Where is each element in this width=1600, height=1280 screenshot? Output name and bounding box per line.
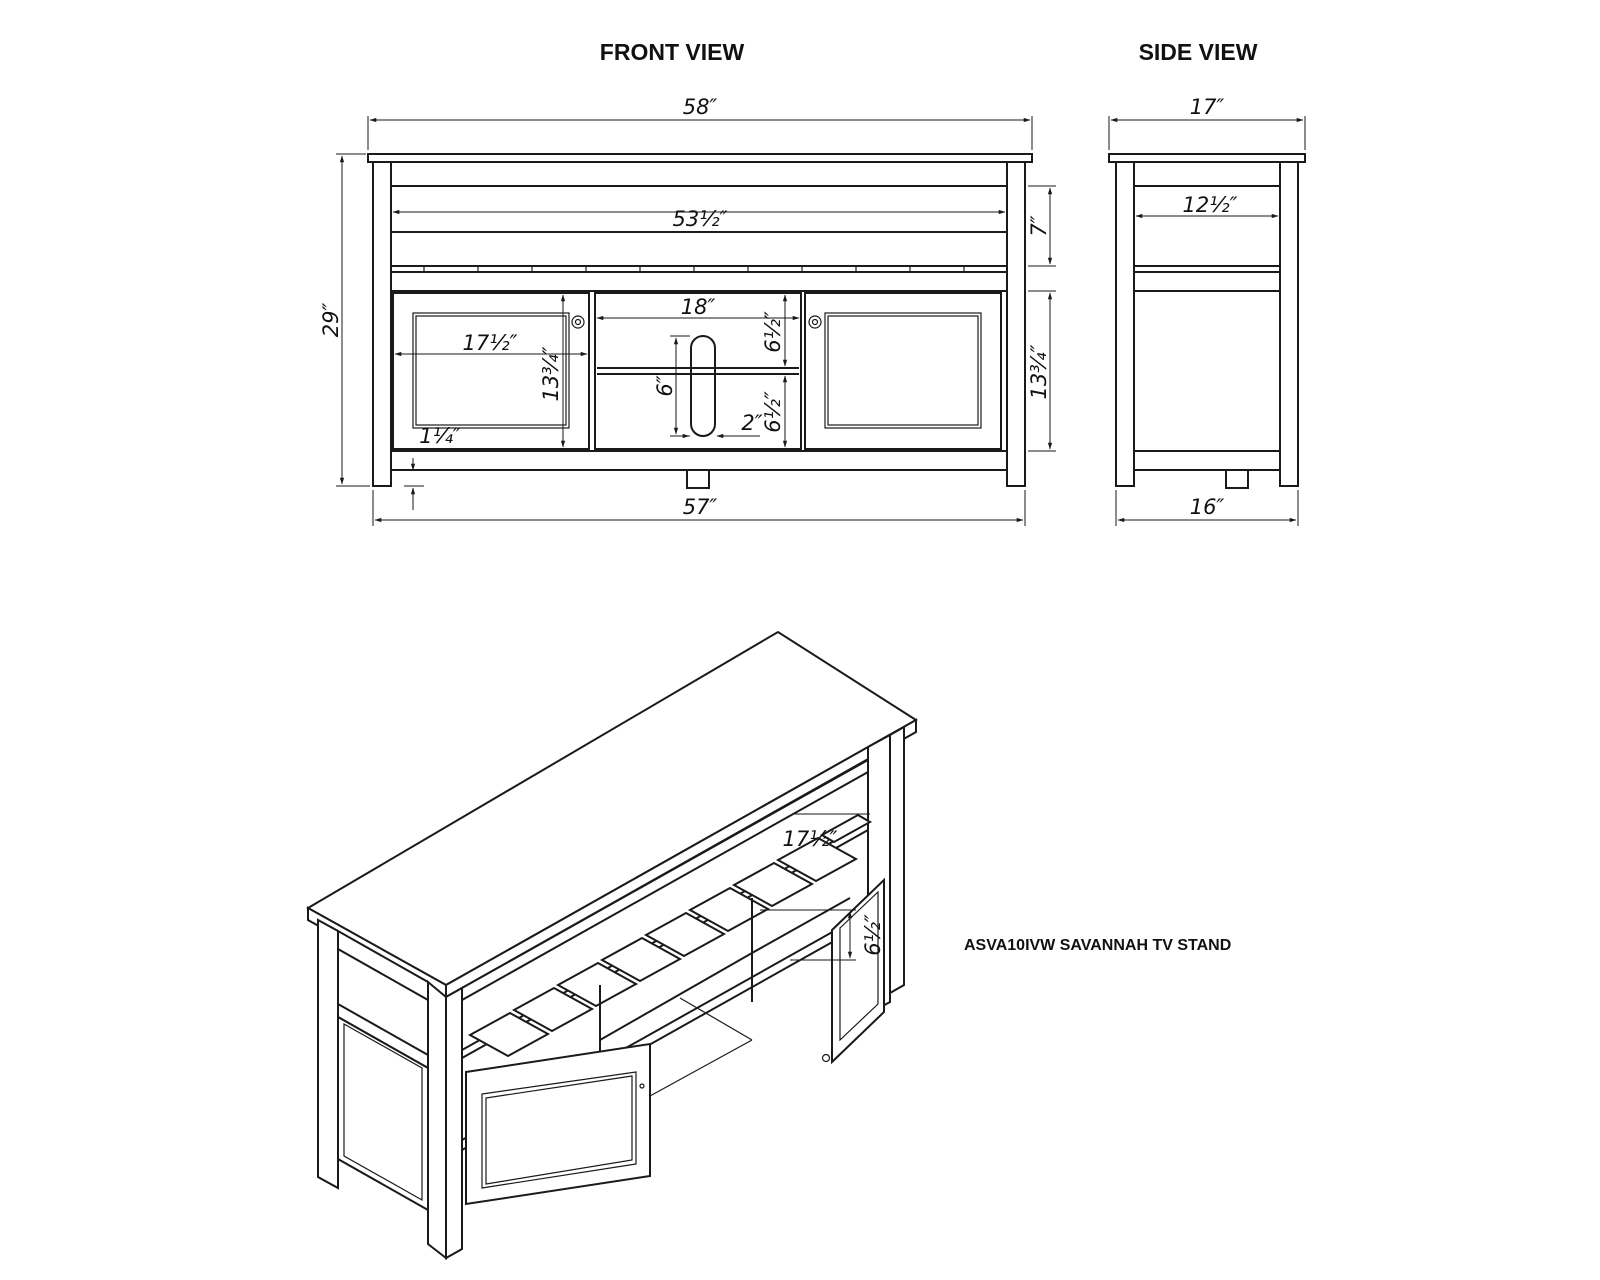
- cutout-height-label: 6″: [653, 375, 677, 397]
- door-width-label: 17½″: [462, 331, 518, 355]
- center-lower-label: 6½″: [761, 391, 785, 433]
- iso-shelf-gap-label: 6½″: [861, 914, 885, 956]
- side-view: [1109, 95, 1305, 526]
- front-view-heading: FRONT VIEW: [599, 39, 745, 65]
- door-height-label: 13¾″: [539, 346, 563, 402]
- front-view: [319, 95, 1056, 526]
- center-upper-label: 6½″: [761, 311, 785, 353]
- panel-inset-label: 1¼″: [419, 424, 461, 448]
- right-height-label: 13¾″: [1027, 344, 1051, 400]
- cord-cutout: [691, 336, 715, 436]
- center-width-label: 18″: [680, 295, 716, 319]
- iso-shelf-depth-label: 17½″: [782, 827, 838, 851]
- inner-width-label: 53½″: [672, 207, 728, 231]
- height-label: 29″: [319, 302, 343, 338]
- model-label: ASVA10IVW SAVANNAH TV STAND: [964, 937, 1232, 954]
- overall-width-label: 58″: [682, 95, 718, 119]
- isometric-view: [308, 632, 916, 1258]
- base-width-label: 57″: [682, 495, 718, 519]
- left-door-knob: [572, 316, 584, 328]
- side-top-depth-label: 17″: [1189, 95, 1225, 119]
- side-base-depth-label: 16″: [1189, 495, 1225, 519]
- side-inner-depth-label: 12½″: [1182, 193, 1238, 217]
- shelf-height-label: 7″: [1027, 215, 1051, 237]
- cutout-width-label: 2″: [741, 411, 763, 435]
- right-door-knob: [809, 316, 821, 328]
- side-view-heading: SIDE VIEW: [1138, 39, 1258, 65]
